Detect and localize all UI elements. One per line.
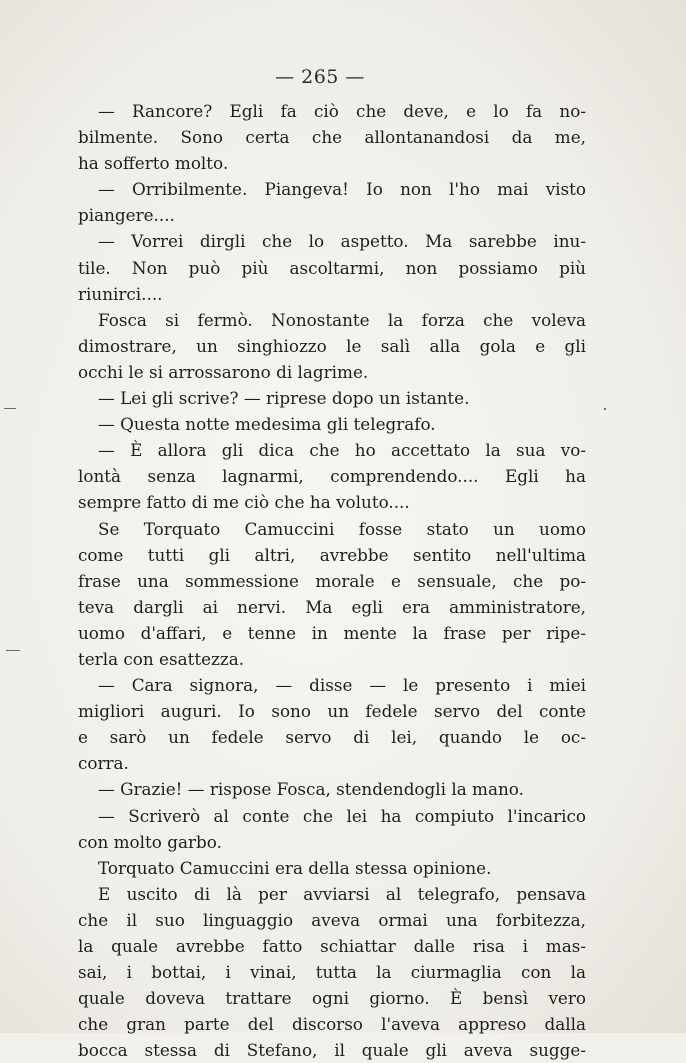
page-text-body: [78, 98, 586, 1063]
text-line: quale doveva trattare ogni giorno. È bensì vero: [78, 988, 586, 1009]
text-line: sai, i bottai, i vinai, tutta la ciurmaglia con la: [78, 962, 586, 983]
text-line: teva dargli ai nervi. Ma egli era amministratore,: [78, 596, 586, 617]
text-line: come tutti gli altri, avrebbe sentito nell'ultima: [78, 544, 586, 565]
text-line: — Lei gli scrive? — riprese dopo un istante.: [98, 388, 470, 409]
text-line: bocca stessa di Stefano, il quale gli aveva sugge-: [78, 1040, 586, 1061]
text-line: — Orribilmente. Piangeva! Io non l'ho mai visto: [98, 179, 586, 200]
text-line: migliori auguri. Io sono un fedele servo del conte: [78, 701, 586, 722]
text-line: bilmente. Sono certa che allontanandosi da me,: [78, 127, 586, 148]
text-line: — Rancore? Egli fa ciò che deve, e lo fa no-: [98, 101, 586, 121]
text-line: Fosca si fermò. Nonostante la forza che voleva: [98, 309, 586, 330]
text-line: tile. Non può più ascoltarmi, non possiamo più: [78, 257, 586, 278]
text-line: che il suo linguaggio aveva ormai una forbitezza,: [78, 909, 586, 930]
text-line: — È allora gli dica che ho accettato la sua vo-: [98, 440, 586, 461]
text-line: occhi le si arrossarono di lagrime.: [78, 361, 369, 382]
text-line: riunirci....: [78, 283, 163, 304]
page-number: — 265 —: [275, 66, 365, 88]
text-line: con molto garbo.: [78, 831, 222, 852]
text-line: — Scriverò al conte che lei ha compiuto l'incarico: [98, 805, 586, 826]
text-line: Se Torquato Camuccini fosse stato un uomo: [98, 518, 586, 539]
text-line: corra.: [78, 753, 129, 774]
text-line: E uscito di là per avviarsi al telegrafo, pensava: [98, 883, 586, 904]
text-line: terla con esattezza.: [78, 648, 245, 669]
text-line: sempre fatto di me ciò che ha voluto....: [78, 492, 410, 513]
text-line: che gran parte del discorso l'aveva appreso dalla: [78, 1014, 586, 1035]
margin-mark-right: [604, 408, 606, 410]
text-line: lontà senza lagnarmi, comprendendo.... Egli ha: [78, 466, 586, 487]
margin-mark-left: [4, 408, 16, 409]
text-line: piangere....: [78, 205, 175, 226]
text-line: frase una sommessione morale e sensuale, che po-: [78, 570, 586, 591]
text-line: dimostrare, un singhiozzo le salì alla gola e gli: [78, 335, 586, 356]
margin-mark-left-lower: [6, 650, 20, 651]
text-line: — Grazie! — rispose Fosca, stendendogli la mano.: [98, 779, 524, 800]
text-line: Torquato Camuccini era della stessa opinione.: [98, 857, 492, 878]
text-line: la quale avrebbe fatto schiattar dalle risa i mas-: [78, 936, 586, 956]
text-line: ha sofferto molto.: [78, 153, 229, 174]
text-line: — Vorrei dirgli che lo aspetto. Ma sarebbe inu-: [98, 231, 586, 252]
text-line: e sarò un fedele servo di lei, quando le oc-: [78, 727, 586, 748]
text-line: — Cara signora, — disse — le presento i miei: [98, 675, 586, 696]
text-line: — Questa notte medesima gli telegrafo.: [98, 414, 436, 435]
text-line: uomo d'affari, e tenne in mente la frase per ripe-: [78, 622, 586, 643]
